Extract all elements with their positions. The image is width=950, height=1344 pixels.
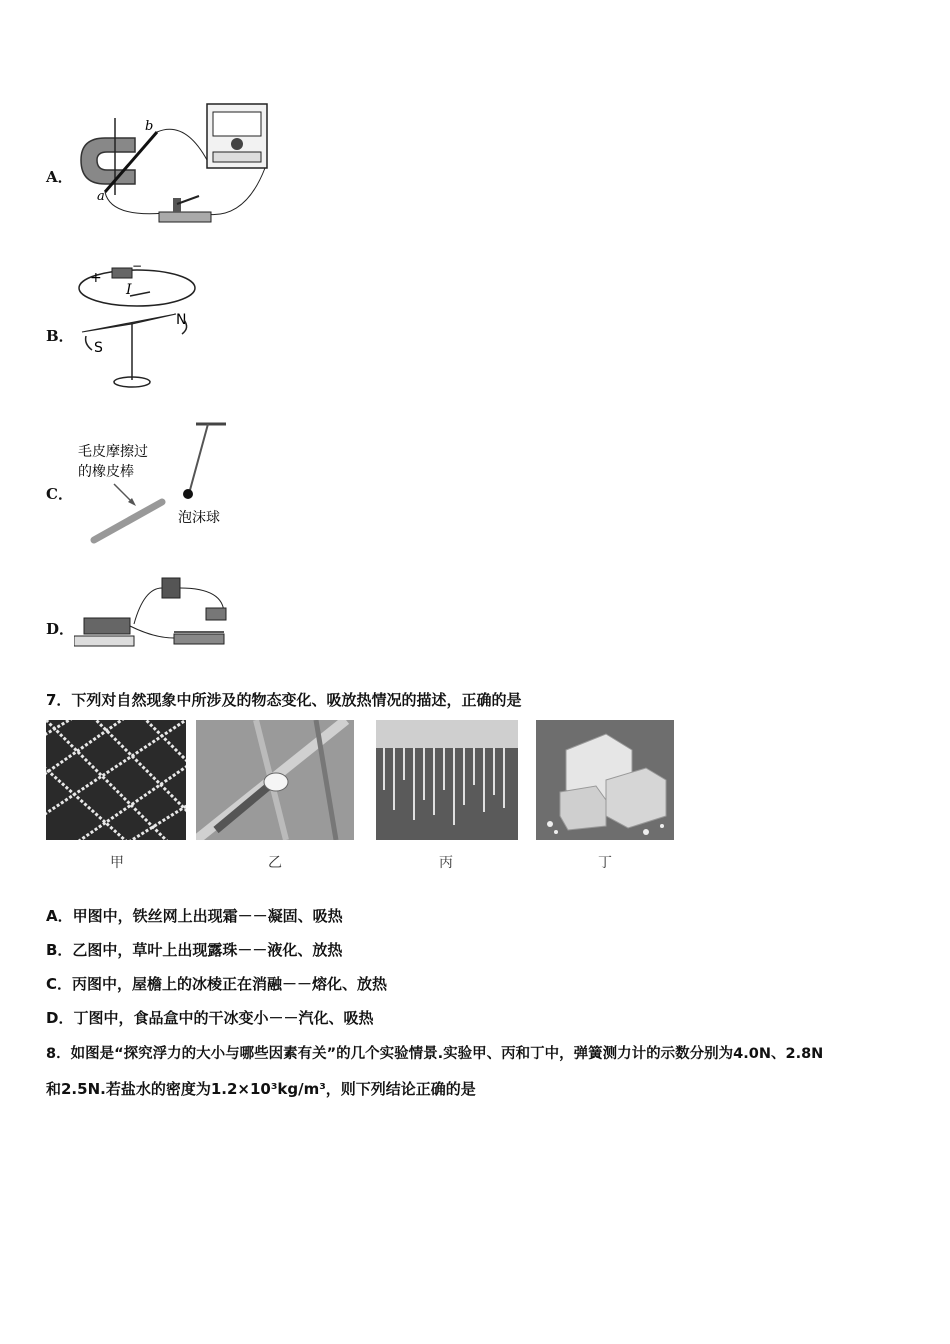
label-current: I xyxy=(126,282,132,298)
ammeter xyxy=(206,608,226,620)
rubber-rod xyxy=(94,502,162,540)
photo-dry-ice xyxy=(536,720,674,840)
label-south: S xyxy=(94,340,103,356)
figure-magnet-conductor-galvanometer xyxy=(75,100,275,236)
label-b: b xyxy=(145,119,154,134)
caption-jia: 甲 xyxy=(110,855,124,871)
photo-frost-on-wire-mesh xyxy=(46,720,186,840)
figure-oersted-experiment xyxy=(72,258,202,396)
label-minus: − xyxy=(132,259,143,273)
caption-bing: 丙 xyxy=(439,855,453,871)
option-a-label: A． xyxy=(46,168,73,186)
rheostat xyxy=(174,634,224,644)
label-plus: + xyxy=(90,270,102,286)
caption-ding: 丁 xyxy=(598,855,612,871)
question-8-line1: 8．如图是“探究浮力的大小与哪些因素有关”的几个实验情景.实验甲、丙和丁中，弹簧测力计的示数分别为4.0N、2.8N xyxy=(46,1046,824,1062)
u-magnet xyxy=(81,138,135,184)
option-c-label: C． xyxy=(46,485,73,503)
q7-choice-c: C．丙图中，屋檐上的冰棱正在消融－－熔化、放热 xyxy=(46,975,388,993)
photo-dew-on-grass xyxy=(196,720,354,840)
question-7-stem: 7．下列对自然现象中所涉及的物态变化、吸放热情况的描述，正确的是 xyxy=(46,691,522,709)
switch xyxy=(159,212,211,222)
rod-label-line1: 毛皮摩擦过 xyxy=(78,444,148,460)
question-8-line2: 和2.5N.若盐水的密度为1.2×10³kg/m³，则下列结论正确的是 xyxy=(46,1080,476,1098)
battery xyxy=(112,268,132,278)
option-d-label: D． xyxy=(46,620,75,638)
compass-needle xyxy=(82,314,176,332)
ball-label: 泡沫球 xyxy=(178,510,220,526)
q7-choice-a: A．甲图中，铁丝网上出现霜－－凝固、吸热 xyxy=(46,907,343,925)
label-north: N xyxy=(176,312,187,328)
photo-icicles-on-eaves xyxy=(376,720,518,840)
caption-yi: 乙 xyxy=(268,855,282,871)
rod-label-line2: 的橡皮棒 xyxy=(78,464,134,480)
foam-ball xyxy=(183,489,193,499)
battery-pack xyxy=(162,578,180,598)
q7-choice-d: D．丁图中，食品盒中的干冰变小－－汽化、吸热 xyxy=(46,1009,374,1027)
label-a: a xyxy=(97,189,105,204)
electromagnet xyxy=(84,618,130,634)
figure-electromagnet-circuit xyxy=(74,574,238,658)
figure-charged-rod-foam-ball xyxy=(76,420,236,550)
q7-choice-b: B．乙图中，草叶上出现露珠－－液化、放热 xyxy=(46,941,343,959)
option-b-label: B． xyxy=(46,327,74,345)
